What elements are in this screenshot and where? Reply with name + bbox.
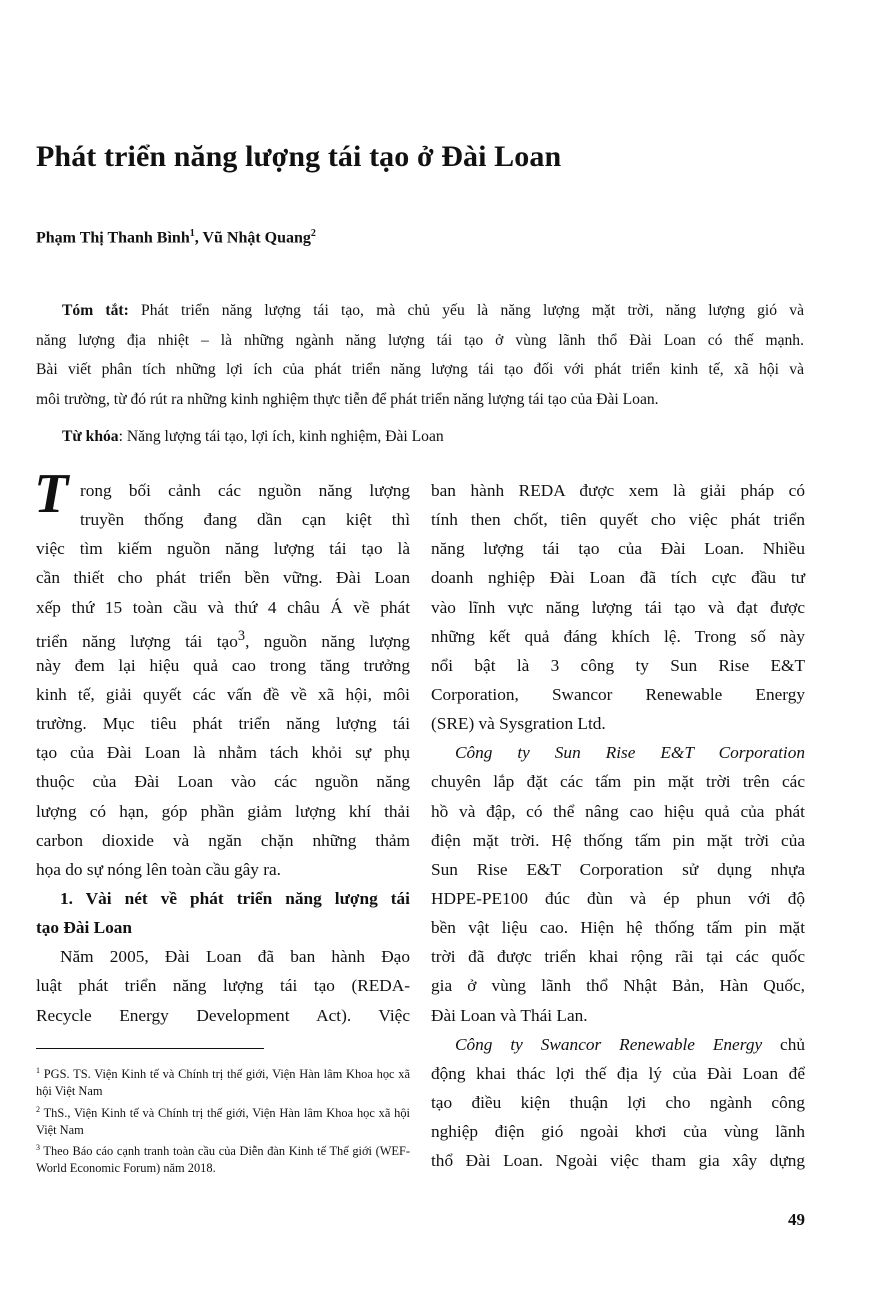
- text-line: [431, 1117, 805, 1146]
- line-text: tạo điều kiện thuận lợi cho ngành công: [431, 1092, 805, 1112]
- line-text: điện mặt trời. Hệ thống tấm pin mặt trời của: [431, 830, 805, 850]
- text-line: [36, 1001, 410, 1030]
- text-line: [431, 593, 805, 622]
- line-text: tạo Đài Loan: [36, 918, 133, 938]
- text-line: [431, 1059, 805, 1088]
- text-line: [431, 1001, 805, 1030]
- authors: Phạm Thị Thanh Bình$^1$, Vũ Nhật Quang$^2$: [36, 228, 316, 247]
- abstract-line: năng lượng địa nhiệt – là những ngành năng lượng tái tạo ở vùng lãnh thổ Đài Loan có thế mạnh.: [36, 331, 804, 349]
- article-title: Phát triển năng lượng tái tạo ở Đài Loan: [36, 140, 562, 173]
- text-line: [36, 593, 410, 622]
- text-line: [431, 767, 805, 796]
- text-line: [431, 1088, 805, 1117]
- line-text: tính then chốt, tiên quyết cho việc phát triển: [431, 510, 805, 530]
- line-text: lượng có hạn, góp phần giảm lượng khí thải: [36, 801, 410, 821]
- text-line: [36, 476, 410, 505]
- line-text: trường. Mục tiêu phát triển năng lượng tái: [36, 714, 410, 734]
- footnote-text: ThS., Viện Kinh tế và Chính trị thế giới, Viện Hàn lâm Khoa học xã hội Việt Nam: [36, 1105, 410, 1137]
- text-line: [431, 476, 805, 505]
- line-text: truyền thống đang dần cạn kiệt thì: [80, 510, 410, 530]
- line-text: nổi bật là 3 công ty Sun Rise E&T: [431, 655, 805, 675]
- text-line: [431, 855, 805, 884]
- text-line: [36, 767, 410, 796]
- text-line: [431, 738, 805, 767]
- text-line: [36, 680, 410, 709]
- author-name: Vũ Nhật Quang: [202, 229, 311, 247]
- text-line: [431, 505, 805, 534]
- abstract: [36, 296, 804, 452]
- text-line: [431, 913, 805, 942]
- text-line: [36, 709, 410, 738]
- text-line: [431, 797, 805, 826]
- line-text: cần thiết cho phát triển bền vững. Đài Loan: [36, 568, 410, 588]
- line-text: chuyên lắp đặt các tấm pin mặt trời trên các: [431, 772, 805, 792]
- footnote-mark: 2: [36, 1104, 40, 1114]
- drop-cap: T: [34, 463, 69, 525]
- line-text: trời đã được triển khai rộng rãi tại các quốc: [431, 947, 805, 967]
- text-line: [431, 563, 805, 592]
- text-line: [431, 942, 805, 971]
- line-text: 1. Vài nét về phát triển năng lượng tái: [60, 888, 410, 908]
- footnote-ref: 3: [237, 627, 246, 644]
- author-name: Phạm Thị Thanh Bình: [36, 229, 190, 247]
- footnote-text: Theo Báo cáo cạnh tranh toàn cầu của Diễn đàn Kinh tế Thế giới (WEF- World Economic Forum) năm 2018.: [36, 1144, 410, 1176]
- keywords-text: : Năng lượng tái tạo, lợi ích, kinh nghiệm, Đài Loan: [118, 428, 444, 445]
- line-text: nghiệp điện gió ngoài khơi của vùng lãnh: [431, 1122, 805, 1142]
- line-text: hồ và đập, có thể nâng cao hiệu quả của phát: [431, 801, 805, 821]
- line-text: gia ở vùng lãnh thổ Nhật Bản, Hàn Quốc,: [431, 976, 805, 996]
- footnote: [36, 1062, 410, 1101]
- text-line: [431, 1146, 805, 1175]
- line-text: năng lượng tái tạo của Đài Loan. Nhiều: [431, 539, 805, 559]
- text-line: [36, 971, 410, 1000]
- abstract-label: Tóm tắt:: [62, 302, 129, 319]
- company-name: Công ty Sun Rise E&T Corporation: [455, 743, 805, 763]
- author-mark: 2: [310, 228, 316, 239]
- text-line: [36, 563, 410, 592]
- line-text: carbon dioxide và ngăn chặn những thảm: [36, 830, 410, 850]
- footnote-divider: [36, 1048, 264, 1049]
- footnote-mark: 3: [36, 1143, 40, 1153]
- text-line: [431, 622, 805, 651]
- text-line: [431, 884, 805, 913]
- line-text: luật phát triển năng lượng tái tạo (REDA-: [36, 976, 410, 996]
- page-number: 49: [788, 1210, 805, 1229]
- text-line: [431, 709, 805, 738]
- footnote-text: PGS. TS. Viện Kinh tế và Chính trị thế giới, Viện Hàn lâm Khoa học xã hội Việt Nam: [36, 1067, 410, 1099]
- line-text: triển năng lượng tái tạo: [36, 631, 238, 651]
- company-name: Công ty Swancor Renewable Energy: [455, 1034, 763, 1054]
- abstract-line: môi trường, từ đó rút ra những kinh nghiệm thực tiễn để phát triển năng lượng tái tạo của Đài Loan.: [36, 390, 659, 408]
- text-line: [36, 942, 410, 971]
- text-line: [36, 855, 410, 884]
- footnotes: [36, 1062, 410, 1178]
- line-text: HDPE-PE100 đúc đùn và ép phun với độ: [431, 888, 805, 908]
- keywords-label: Từ khóa: [62, 428, 119, 445]
- abstract-line: [36, 296, 804, 326]
- text-line: [431, 534, 805, 563]
- text-line: [36, 534, 410, 563]
- text-line: [36, 826, 410, 855]
- line-text: tạo của Đài Loan là nhằm tách khỏi sự phụ: [36, 743, 410, 763]
- line-text: kinh tế, giải quyết các vấn đề về xã hội, môi: [36, 684, 410, 704]
- line-text: Năm 2005, Đài Loan đã ban hành Đạo: [60, 947, 410, 967]
- text-line: [431, 1030, 805, 1059]
- keywords: [36, 422, 804, 452]
- abstract-text: Phát triển năng lượng tái tạo, mà chủ yếu là năng lượng mặt trời, năng lượng gió và: [128, 302, 804, 319]
- text-line: [36, 622, 410, 651]
- line-text: ban hành REDA được xem là giải pháp có: [431, 481, 805, 500]
- line-text: bền vật liệu cao. Hiện hệ thống tấm pin mặt: [431, 918, 805, 938]
- right-column: [431, 476, 805, 1175]
- text-line: [431, 651, 805, 680]
- text-line: [431, 826, 805, 855]
- footnote: [36, 1139, 410, 1178]
- line-text: , nguồn năng lượng: [245, 631, 411, 651]
- line-text: doanh nghiệp Đài Loan đã tích cực đầu tư: [431, 568, 805, 588]
- text-line: [36, 651, 410, 680]
- left-column: [36, 476, 410, 1030]
- text-line: [36, 884, 410, 913]
- line-text: này đem lại hiệu quả cao trong tăng trưởng: [36, 655, 410, 675]
- text-line: [431, 680, 805, 709]
- line-text: động khai thác lợi thế địa lý của Đài Loan để: [431, 1063, 805, 1083]
- line-text: (SRE) và Sysgration Ltd.: [431, 714, 606, 734]
- line-text: Corporation, Swancor Renewable Energy: [431, 684, 805, 704]
- author-mark: 1: [189, 228, 195, 239]
- footnote: [36, 1101, 410, 1140]
- text-line: [431, 971, 805, 1000]
- line-text: việc tìm kiếm nguồn năng lượng tái tạo là: [36, 539, 410, 559]
- line-text: Đài Loan và Thái Lan.: [431, 1005, 588, 1025]
- text-line: [36, 913, 410, 942]
- line-text: rong bối cảnh các nguồn năng lượng: [80, 481, 410, 500]
- line-text: những kết quả đáng khích lệ. Trong số này: [431, 626, 805, 646]
- line-text: xếp thứ 15 toàn cầu và thứ 4 châu Á về phát: [36, 597, 410, 617]
- text-line: [36, 738, 410, 767]
- line-text: chủ: [762, 1034, 806, 1054]
- abstract-line: Bài viết phân tích những lợi ích của phát triển năng lượng tái tạo đối với phát triển kinh tế, xã hội và: [36, 361, 804, 378]
- line-text: vào lĩnh vực năng lượng tái tạo và đạt được: [431, 597, 805, 617]
- line-text: Recycle Energy Development Act). Việc: [36, 1005, 410, 1025]
- line-text: họa do sự nóng lên toàn cầu gây ra.: [36, 859, 281, 879]
- footnote-mark: 1: [36, 1066, 40, 1075]
- text-line: [36, 797, 410, 826]
- line-text: thuộc của Đài Loan vào các nguồn năng: [36, 772, 410, 792]
- line-text: thổ Đài Loan. Ngoài việc tham gia xây dựng: [431, 1151, 805, 1171]
- text-line: [36, 505, 410, 534]
- line-text: Sun Rise E&T Corporation sử dụng nhựa: [431, 859, 805, 879]
